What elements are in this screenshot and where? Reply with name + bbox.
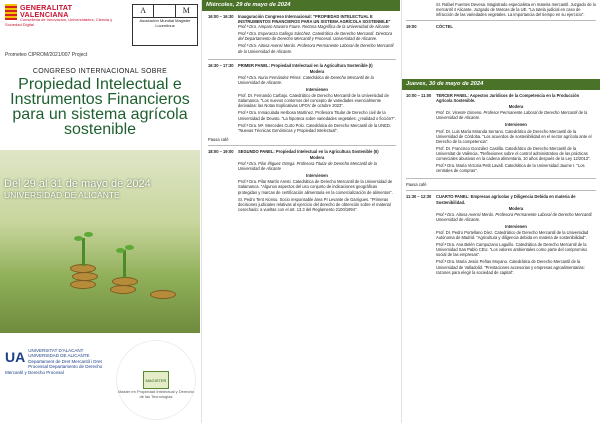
speaker: Prof.ª Dra. Esperanza Gallego Sánchez. Catedrática de Derecho Mercantil. Directora del Departamento de Derecho Mercantil y Procesal. Universidad de Alicante.: [238, 31, 393, 42]
flag-icon: [5, 4, 17, 20]
logo-letter-m: M: [182, 6, 190, 15]
cocktail: CÓCTEL: [436, 24, 453, 30]
master-text: Master en Propiedad Intelectual y Derecho de las Tecnologías: [118, 389, 194, 399]
day2-content: [406, 93, 596, 277]
speakers-label: Intervienen: [306, 173, 328, 179]
session-time: 10:00 – 11:00: [406, 93, 432, 98]
moderator: Prof.ª Dra. Nuria Fernández Pérez. Catedrática de Derecho Mercantil de la Universidad de Alicante.: [238, 74, 374, 85]
speakers-label: Intervienen: [306, 87, 328, 93]
session-title: PRIMER PANEL: Propiedad Intelectual en la Agricultura Sostenible (I): [238, 62, 373, 68]
venue: UNIVERSIDAD DE ALICANTE: [4, 190, 120, 200]
moderator-label: Modera: [309, 154, 325, 160]
speaker: Prof. Dr. Luis María Miranda Serrano. Catedrático de Derecho Mercantil de la Universidad de Córdoba. "Los acuerdos de sostenibilidad en el sector agrícola ante el Derecho de la competencia".: [436, 128, 592, 144]
ua-text: UNIVERSITAT D'ALACANT UNIVERSIDAD DE ALICANTE Departament de Dret Mercantil i Dret Processal Departamento de Derecho Mercantil y Derecho Procesal: [5, 348, 103, 375]
moderator: Prof.ª Dra. Aitosa Avensi Merás. Profesora Permanente Laboral de Derecho Mercantil. Universidad de Alicante.: [436, 211, 593, 222]
speaker: Sr. Pedro Tent Alonso. Socio responsable área PI Levante de Garrigues. "Primeras decisiones judiciales relativas al ejercicio del derecho de obtención sobre el material cosechado: a vueltas con el art. 13.3 del Reglamento 2100/1994".: [238, 196, 391, 212]
day1-closing: [406, 2, 596, 29]
day2-header: Jueves, 30 de mayo de 2024: [402, 79, 600, 90]
congress-kicker: CONGRESO INTERNACIONAL SOBRE: [32, 68, 168, 75]
moderator-label: Modera: [508, 104, 524, 110]
event-dates: [4, 178, 194, 200]
cover-title: [0, 68, 200, 137]
moderator: Prof.ª Dra. Pilar Iñiguez Ortega. Profesora Titular de Derecho Mercantil de la Universidad de Alicante: [238, 161, 377, 172]
session-time: 19:00: [406, 24, 417, 30]
magister-logo: [132, 4, 198, 46]
speakers-label: Intervienen: [505, 122, 527, 128]
ua-logo: [5, 348, 115, 375]
gv-sub: Conselleria de Innovación, Universidades, Ciencia y Sociedad Digital: [5, 17, 113, 27]
speaker: Prof.ª Dra. María Jesús Peñas Moyano. Catedrática de Derecho Mercantil de la Universidad de Valladolid. "Prestaciones accesorias y empresas agroalimentarias: razones para elegir la sociedad de capital".: [436, 259, 585, 275]
ua-mark: UA: [5, 349, 26, 365]
session-title: Inauguración Congreso Internacional: "PROPIEDAD INTELECTUAL E INSTRUMENTOS FINANCIEROS PARA UN SISTEMA AGRÍCOLA SOSTENIBLE": [238, 14, 391, 25]
moderator-label: Modera: [309, 68, 325, 74]
moderator-label: Modera: [508, 205, 524, 211]
gv-name: GENERALITAT VALENCIANA: [20, 3, 73, 20]
generalitat-logo: [5, 4, 115, 28]
session-time: 18:00 – 19:00: [208, 148, 234, 154]
logo-letter-a: A: [133, 5, 154, 17]
coffee-break: Pausa café: [208, 136, 229, 142]
session-time: 11:30 – 12:30: [406, 194, 432, 200]
speaker: Prof.ª Dra. Pilar Martín Aresti. Catedrática de Derecho Mercantil de la Universidad de Salamanca. "Algunos aspectos del uso conjunto de indicaciones geográficas protegidas y marcas de certificación alimentaria en la comercialización de alimentos".: [238, 179, 393, 195]
session-time: 16:30 – 17:30: [208, 62, 234, 68]
speaker: Prof.ª Dra. Inmaculada Herbosa Martínez. Profesora Titular de Derecho civil de la Universidad de Deusto. "La hipoteca sobre variedades vegetales: ¿realidad o ficción?".: [238, 110, 396, 121]
cover-panel: [0, 0, 200, 423]
prometeo-project: Prometeo CIPROM/2021/007 Project: [5, 52, 88, 58]
day1-content: [208, 14, 396, 214]
session-panel3: [406, 93, 596, 175]
session-panel2: [208, 149, 396, 214]
day1-header: Miércoles, 29 de mayo de 2024: [202, 0, 400, 11]
master-seal: [116, 340, 196, 420]
session-panel1: [208, 63, 396, 135]
session-title: CUARTO PANEL: Empresas agrícolas y Diligencia Debida en materia de Sostenibilidad.: [436, 194, 576, 205]
speaker: Prof.ª Dra. María Victoria Petit Lavall. Catedrática de la Universidad Jaume I. "Los centrales de compras".: [436, 163, 585, 174]
session-opening: [208, 14, 396, 56]
speaker: Sr. Rafael Fuentes Devesa. Magistrado especialista en materia mercantil. Juzgado de lo mercantil 4 Alicante. Juzgado de Marcas de la UE. "La tutela judicial en caso de infracción de las variedades vegetales. La importancia del tiempo en su ejercicio".: [436, 2, 596, 18]
session-title: SEGUNDO PANEL: Propiedad Intelectual en la Agricultura Sostenible (II): [238, 148, 379, 154]
speaker: Prof.ª Dra. Amparo Navarro Faure. Rectora Magnífica de la Universidad de Alicante: [238, 24, 390, 30]
master-logo: MAGISTER: [143, 371, 169, 389]
session-panel4: [406, 194, 596, 276]
logo-letter-blank: [154, 5, 175, 17]
session-time: 16:00 – 16:30: [208, 14, 234, 19]
program-day2-panel: [401, 0, 600, 423]
magister-text: Asociación Mundial Magister Lucentinus: [139, 18, 191, 28]
date-range: Del 29 al 31 de mayo de 2024: [4, 178, 151, 190]
program-day1-panel: [201, 0, 400, 423]
session-title: TERCER PANEL: Aspectos Jurídicos de la Competencia en la Producción Agrícola Sostenible.: [436, 93, 580, 104]
speaker: Prof. Dr. Fernando Carbajo. Catedrático de Derecho Mercantil de la Universidad de Salamanca. "Los nuevos contornos del concepto de variedades esencialmente derivadas: las Notas Explicativas UPOV de octubre 2023".: [238, 93, 389, 109]
speaker: Prof.ª Dra. Mª. Mercedes Curto Polo. Catedrática de Derecho Mercantil de la UNED. "Nuevas Técnicas Genómicas y Propiedad Intelectual".: [238, 122, 391, 133]
speaker: Prof. Dr. Pedro Portellano Díez. Catedrático de Derecho Mercantil de la Universidad Autónoma de Madrid. "Agricultura y diligencia debida en materia de sostenibilidad".: [436, 229, 589, 241]
speaker: Prof.ª Dra. Aitosa Avensi Merás. Profesora Permanente Laboral de Derecho Mercantil de la Universidad de Alicante.: [238, 43, 394, 54]
speakers-label: Intervienen: [505, 223, 527, 229]
congress-title: Propiedad Intelectual e Instrumentos Financieros para un sistema agrícola sostenible: [10, 76, 190, 138]
moderator: Prof. Dr. Vicente Gimeno. Profesor Permanente Laboral de Derecho Mercantil de la Universidad de Alicante.: [436, 110, 588, 121]
speaker: Prof. Dr. Francisco González Castilla. Catedrático de Derecho Mercantil de la Universitat de València. "Reflexiones sobre el control administrativo de las prácticas comerciales abusivas en la cadena alimentaria, 10 años después de la Ley 12/2013".: [436, 145, 591, 162]
speaker: Prof.ª Dra. Ana Belén Campuzano Laguillo. Catedrática de Derecho Mercantil de la Universidad San Pablo CEU. "Los valores ambientales como parte del compromiso social de las empresas".: [436, 242, 587, 258]
coffee-break: Pausa café: [406, 182, 427, 188]
